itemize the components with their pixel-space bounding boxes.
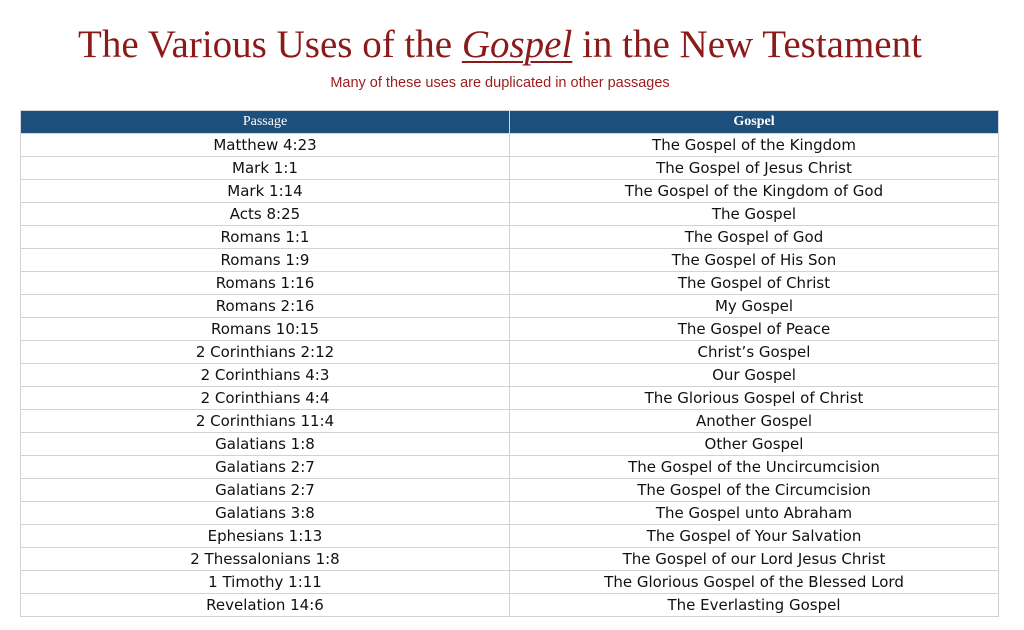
passage-cell: Romans 2:16 [21, 295, 510, 318]
gospel-cell: The Gospel of God [510, 226, 999, 249]
gospel-cell: The Gospel of the Circumcision [510, 479, 999, 502]
table-row [21, 295, 999, 318]
passage-cell: Acts 8:25 [21, 203, 510, 226]
table-row [21, 157, 999, 180]
title-emphasis: Gospel [461, 23, 573, 66]
header-row [21, 111, 999, 134]
passage-cell: 2 Corinthians 11:4 [21, 410, 510, 433]
column-header-passage: Passage [21, 111, 510, 134]
passage-cell: 2 Corinthians 4:4 [21, 387, 510, 410]
passage-cell: Galatians 1:8 [21, 433, 510, 456]
table-row [21, 134, 999, 157]
passage-cell: Romans 10:15 [21, 318, 510, 341]
table-row [21, 318, 999, 341]
gospel-cell: The Gospel of the Kingdom of God [510, 180, 999, 203]
table-row [21, 594, 999, 617]
passage-cell: Galatians 3:8 [21, 502, 510, 525]
page-subtitle: Many of these uses are duplicated in other passages [330, 75, 670, 91]
table-row [21, 249, 999, 272]
title-prefix: The Various Uses of the [78, 23, 462, 66]
gospel-cell: The Gospel of Jesus Christ [510, 157, 999, 180]
passage-cell: Galatians 2:7 [21, 456, 510, 479]
gospel-cell: Our Gospel [510, 364, 999, 387]
title-suffix: in the New Testament [572, 23, 922, 66]
gospel-cell: The Gospel of His Son [510, 249, 999, 272]
gospel-cell: The Gospel unto Abraham [510, 502, 999, 525]
table-header [21, 111, 999, 134]
table-row [21, 226, 999, 249]
passage-cell: 2 Thessalonians 1:8 [21, 548, 510, 571]
table-row [21, 525, 999, 548]
gospel-cell: The Gospel of Your Salvation [510, 525, 999, 548]
passage-cell: Galatians 2:7 [21, 479, 510, 502]
table-row [21, 502, 999, 525]
gospel-cell: My Gospel [510, 295, 999, 318]
passage-cell: Mark 1:1 [21, 157, 510, 180]
gospel-cell: The Gospel of Christ [510, 272, 999, 295]
table-row [21, 364, 999, 387]
passage-cell: Matthew 4:23 [21, 134, 510, 157]
gospel-cell: Christ’s Gospel [510, 341, 999, 364]
passage-cell: Romans 1:1 [21, 226, 510, 249]
passage-cell: 1 Timothy 1:11 [21, 571, 510, 594]
table-row [21, 456, 999, 479]
passage-cell: Ephesians 1:13 [21, 525, 510, 548]
table-row [21, 479, 999, 502]
gospel-cell: Other Gospel [510, 433, 999, 456]
table-body [21, 134, 999, 617]
gospel-cell: The Everlasting Gospel [510, 594, 999, 617]
page-title [0, 22, 1000, 68]
passage-cell: Revelation 14:6 [21, 594, 510, 617]
gospel-cell: The Gospel [510, 203, 999, 226]
passage-cell: Romans 1:16 [21, 272, 510, 295]
gospel-cell: The Gospel of the Uncircumcision [510, 456, 999, 479]
table-row [21, 387, 999, 410]
column-header-gospel: Gospel [510, 111, 999, 134]
gospel-cell: The Gospel of our Lord Jesus Christ [510, 548, 999, 571]
gospel-cell: Another Gospel [510, 410, 999, 433]
gospel-cell: The Glorious Gospel of the Blessed Lord [510, 571, 999, 594]
table-row [21, 571, 999, 594]
gospel-cell: The Glorious Gospel of Christ [510, 387, 999, 410]
passage-cell: Romans 1:9 [21, 249, 510, 272]
passage-cell: 2 Corinthians 4:3 [21, 364, 510, 387]
table-row [21, 410, 999, 433]
table-row [21, 548, 999, 571]
table-row [21, 203, 999, 226]
table-row [21, 341, 999, 364]
gospel-uses-table [20, 110, 999, 617]
table-row [21, 272, 999, 295]
gospel-cell: The Gospel of Peace [510, 318, 999, 341]
table-row [21, 180, 999, 203]
passage-cell: 2 Corinthians 2:12 [21, 341, 510, 364]
passage-cell: Mark 1:14 [21, 180, 510, 203]
gospel-cell: The Gospel of the Kingdom [510, 134, 999, 157]
table-row [21, 433, 999, 456]
